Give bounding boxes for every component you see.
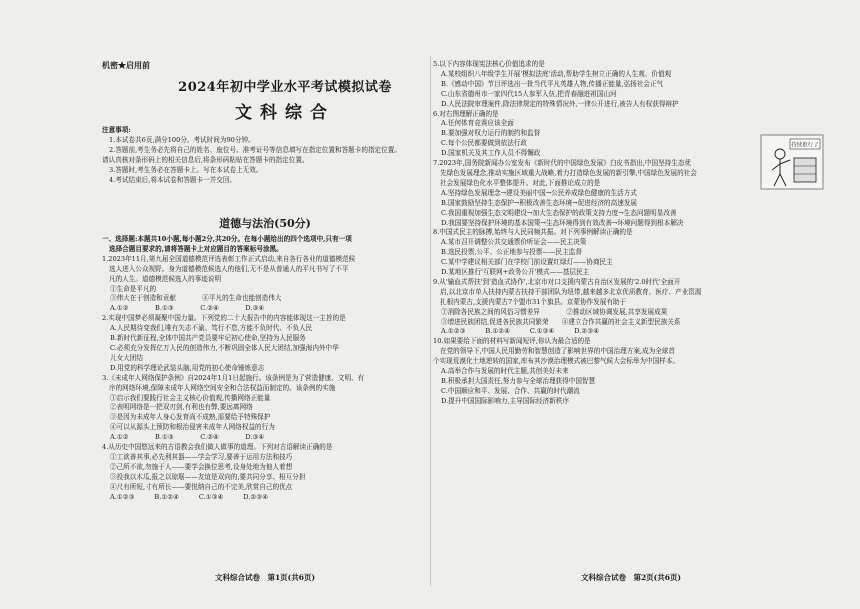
- answer-option: B.《感动中国》节目评选出一批当代平凡英雄人物,传播正能量,弘扬社会正气: [441, 79, 664, 88]
- answer-option: ②己所不欲,勿施于人——要学会换位思考,设身处地为他人着想: [110, 462, 293, 471]
- question-text: 5.以下内容体现宪法核心价值追求的是: [433, 60, 545, 68]
- page-footer-left: 文科综合试卷 第1页(共6页): [214, 573, 316, 582]
- question-text: 10.如果要给下面的材料写新闻短评,你认为最合适的是: [433, 337, 591, 346]
- question-text: 社会发展绿色化水平整体提升。对此,下面推论成立的是: [440, 178, 601, 187]
- note-line: 1.本试卷共6页,满分100分。考试时间为90分钟。: [109, 135, 255, 144]
- answer-choices: A.①② B.①③ C.②④ D.③④: [110, 433, 265, 442]
- answer-option: A.某校组织八年级学生开展'模拟法庭'活动,帮助学生树立正确的人生观、价值观: [441, 69, 672, 78]
- question-text: 一、选择题:本题共10小题,每小题2分,共20分。在每小题给出的四个选项中,只有一项: [102, 235, 352, 243]
- answer-option: ③投我以木瓜,报之以琼琚——友谊是双向的,要共同分享、相互分担: [110, 472, 306, 481]
- right-column: [433, 60, 829, 407]
- answer-option: A.坚持绿色发展理念→建设美丽中国→公民养成绿色健康的生活方式: [441, 188, 637, 197]
- question-text: 6.对右图理解正确的是: [433, 109, 499, 118]
- cartoon-sign-text: 持续推行了: [791, 142, 819, 149]
- answer-option: D.用党的科学理论武装头脑,用党的初心使命锤炼意志: [110, 363, 265, 372]
- answer-option: D.人民法院审理案件,除法律规定的特殊情况外,一律公开进行,被告人有权获得辩护: [441, 99, 679, 108]
- note-line: 3.答题时,考生务必在答题卡上。写在本试卷上无效。: [109, 165, 263, 174]
- answer-option: A.某市召开调整公共交通票价听证会——民主决策: [441, 238, 587, 247]
- answer-option: B.国家鼓励坚持生态保护→积极改善生态环境→促进经济的高速发展: [441, 198, 638, 207]
- answer-option: ③伟大在于创造和贡献 ④平凡的生命也能创造伟大: [110, 294, 282, 303]
- material-text: 在党的领导下,中国人民用勤劳和智慧创造了影响世界的中国治理方案,成为全球首: [440, 347, 675, 356]
- question-text: 凡的人生。道德模范候选人的事迹说明: [109, 274, 222, 283]
- question-text: 扎根内蒙古,支援内蒙古7个盟市31个旗县。京蒙协作发展有助于: [440, 297, 627, 306]
- answer-option: B.新时代新征程,全体中国共产党员要牢记初心使命,坚持为人民服务: [110, 334, 306, 343]
- answer-option: D.某地区推行'互联网+政务公开'模式——基层民主: [441, 268, 590, 277]
- answer-option: C.中国顺应和平、发展、合作、共赢的时代潮流: [441, 386, 580, 395]
- note-line: 4.考试结束后,将本试卷和答题卡一并交回。: [109, 175, 237, 184]
- answer-option: C.山东省德州市一家四代15人参军入伍,把青春融进祖国山河: [441, 89, 617, 98]
- note-line: 2.答题前,考生务必先将自己的姓名、座位号、准考证号等信息填写在指定位置和答题卡的指定位置。: [109, 145, 401, 154]
- answer-option: D.提升中国国际影响力,主导国际经济新秩序: [441, 396, 569, 405]
- answer-option: ①启示我们要践行社会主义核心价值观,传播网络正能量: [110, 393, 271, 402]
- answer-option: A.人民期待变我们,唯有矢志不渝、笃行不怠,方能不负时代、不负人民: [110, 324, 313, 333]
- question-text: 选择合题目要求的,请将答题卡上对应题目的答案标号涂黑。: [109, 244, 283, 253]
- scanner-watermark: [832, 0, 860, 100]
- answer-option: B.要加强对权力运行的制约和监督: [441, 129, 541, 138]
- notes-block: [102, 126, 432, 185]
- answer-option: ①消除各民族之间的风俗习惯差异 ②推动区域协调发展,共享发展成果: [441, 307, 668, 316]
- cartoon-illustration: [760, 134, 824, 190]
- section-title: 道德与法治(50分): [219, 217, 311, 230]
- question-text: 3.《未成年人网络保护条例》自2024年1月1日起施行。该条例是为了营造健康、文明、有: [102, 373, 365, 382]
- question-text: 7.2023年,国务院新闻办公室发布《新时代的中国绿色发展》白皮书指出,中国坚持生态优: [433, 159, 692, 168]
- question-text: 8.中国式民主的脉搏,始终与人民同频共振。对下列事例解读正确的是: [433, 228, 633, 237]
- question-text: 序的网络环境,保障未成年人网络空间安全和合法权益而制定的。该条例的实施: [109, 383, 336, 392]
- answer-option: ④尺有所短,寸有所长——要悦纳自己的不完美,欣赏自己的优点: [110, 482, 293, 491]
- answer-option: B.选民投票,公平、公正地参与投票——民主监督: [441, 248, 582, 257]
- answer-option: 儿女大团结: [110, 353, 143, 362]
- exam-page-right: [431, 0, 831, 609]
- answer-option: ①工欲善其事,必先利其器——学会学习,要善于运用方法和技巧: [110, 452, 293, 461]
- question-text: 4.从历史中国悠远来的古语教会我们做人做事的道理。下列对古语解读正确的是: [102, 443, 333, 452]
- answer-option: ①生命是平凡的: [110, 284, 157, 293]
- exam-title: 2024年初中学业水平考试模拟试卷: [178, 80, 392, 95]
- exam-subject: 文科综合: [235, 103, 335, 123]
- material-text: 个实现荒漠化土地逆转的国家,库布其沙漠治理模式被巴黎气候大会标举为中国样本。: [433, 357, 680, 366]
- answer-option: ②表明网络是一把双刃剑,有利也有弊,要远离网络: [110, 403, 253, 412]
- answer-option: C.每个公民都要做到依法行政: [441, 139, 528, 148]
- answer-option: D.我国要坚持保护环境的基本国策→生态环境得到有效改善→环境问题得到根本解决: [441, 218, 684, 227]
- answer-option: C.我国重视加强生态文明建设→加大生态保护的政策支持力度→生态问题明显改善: [441, 208, 677, 217]
- answer-option: A.任何体育竞赛应该全面: [441, 119, 514, 128]
- answer-option: A.高举合作与发展的时代主题,共创美好未来: [441, 367, 569, 376]
- left-column: [102, 214, 428, 502]
- answer-option: ③增进民族团结,促进各民族共同繁荣 ④建立合作共赢的社会主义新型民族关系: [441, 317, 681, 326]
- question-text: 2.实现中国梦必须凝聚中国力量。下列党的二十大报告中的内容能体现这一主旨的是: [102, 314, 346, 323]
- note-line: 请认真核对条形码上的相关信息后,将条形码粘贴在答题卡的指定位置。: [102, 155, 309, 164]
- question-text: 选人进入公众视野。身为道德模范候选人的他们,无不是从普通人的平凡书写了不平: [109, 264, 349, 273]
- question-text: 1.2023年11月,第九届全国道德模范评选表彰工作正式启动,来自各行各业的道德模范候: [102, 254, 356, 263]
- answer-choices: A.①②③ B.①②④ C.①③④ D.②③④: [441, 327, 600, 336]
- notes-heading: 注意事项:: [102, 126, 131, 134]
- question-text: 启,以北京市单人扶持内蒙古扶持干部团队为纽带,越来越多北京优质教育、医疗、产业资源: [440, 287, 702, 296]
- answer-choices: A.①②③ B.①②④ C.①③④ D.②③④: [110, 492, 269, 501]
- confidential-mark: 机密★启用前: [102, 60, 150, 70]
- answer-option: ④可以从源头上预防和根治侵害未成年人网络权益的行为: [110, 423, 275, 432]
- question-text: 先绿色发展理念,推动实施区域重大战略,着力打造绿色发展的新引擎,中国绿色发展的社会: [440, 168, 697, 177]
- answer-option: ③是因为未成年人身心发育尚不成熟,需要给予特殊保护: [110, 413, 271, 422]
- answer-option: C.某中学建议相关部门在学校门前设置红绿灯——协商民主: [441, 258, 613, 267]
- page-footer-right: 文科综合试卷 第2页(共6页): [580, 573, 682, 582]
- answer-option: B.积极承担大国责任,努力参与全球治理获得中国智慧: [441, 377, 596, 385]
- answer-option: C.必须充分发挥亿万人民的创造伟力,不断巩固全体人民大团结,加强海内外中华: [110, 343, 339, 352]
- answer-choices: A.①② B.①③ C.②④ D.③④: [110, 304, 265, 313]
- answer-option: D.国家机关及其工作人员不得懈政: [441, 149, 541, 158]
- question-text: 9.从'输血式帮扶'到'造血式协作',北京市对口支援内蒙古自治区发展的'2.0时代'全面开: [433, 277, 681, 286]
